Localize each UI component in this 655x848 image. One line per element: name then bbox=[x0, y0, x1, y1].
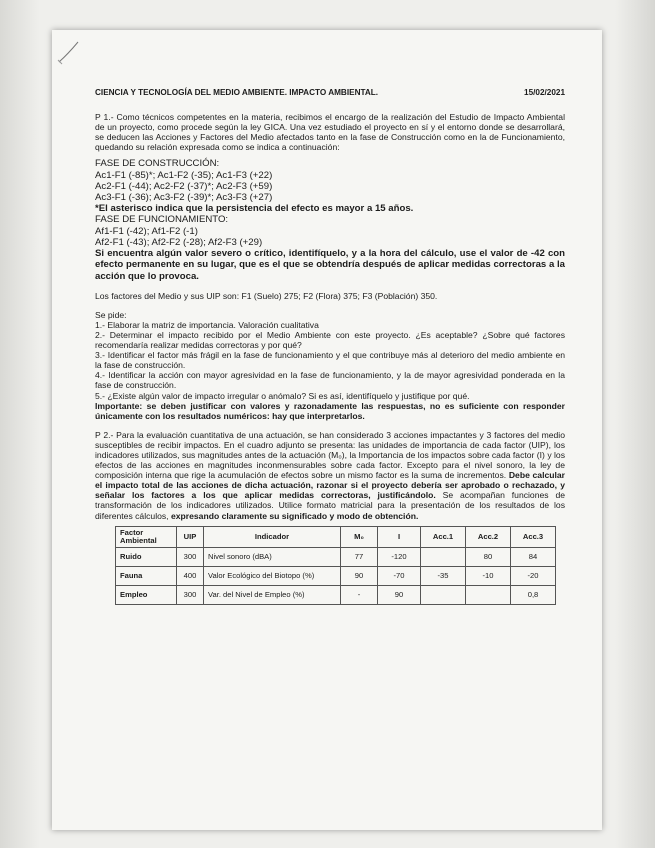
question-1: 1.- Elaborar la matriz de importancia. Valoración cualitativa bbox=[95, 319, 319, 330]
table-row bbox=[116, 547, 556, 566]
funcionamiento-line-1: Af1-F1 (-42); Af1-F2 (-1) bbox=[95, 225, 198, 237]
cell-indicador: Valor Ecológico del Biotopo (%) bbox=[204, 566, 341, 585]
cell-uip: 300 bbox=[177, 547, 204, 566]
table-header-row bbox=[116, 526, 556, 547]
table-row bbox=[116, 566, 556, 585]
document-title: CIENCIA Y TECNOLOGÍA DEL MEDIO AMBIENTE. IMPACTO AMBIENTAL. bbox=[95, 88, 379, 97]
p2-text-b: Debe calcular el impacto total de las acciones de dicha actuación, razonar si el proyecto debería ser aprobado o rechazado, y señalar los factores a los que aplicar medidas correctoras, justificándolo. bbox=[95, 470, 566, 501]
question-3: 3.- Identificar el factor más frágil en la fase de funcionamiento y el que contribuye más al deterioro del medio ambiente en la fase de construcción. bbox=[95, 350, 565, 371]
cell-m0: - bbox=[341, 585, 378, 604]
header-acc2: Acc.2 bbox=[466, 526, 511, 547]
asterisk-note: *El asterisco indica que la persistencia del efecto es mayor a 15 años. bbox=[95, 203, 414, 215]
header-factor: Factor Ambiental bbox=[116, 526, 177, 547]
cell-m0: 77 bbox=[341, 547, 378, 566]
header-uip: UIP bbox=[177, 526, 204, 547]
corner-pencil-mark bbox=[56, 36, 86, 66]
cell-acc1 bbox=[421, 547, 466, 566]
cell-i: 90 bbox=[378, 585, 421, 604]
question-5: 5.- ¿Existe algún valor de impacto irregular o anómalo? Si es así, identifíquelo y justifique por qué. bbox=[95, 390, 470, 401]
cell-uip: 300 bbox=[177, 585, 204, 604]
p2-text-c: Se acompañan funciones de transformación de los indicadores utilizados. Utilice formato matricial para la presentación de los resultados de los diferentes cálculos, bbox=[95, 490, 565, 521]
construccion-line-1: Ac1-F1 (-85)*; Ac1-F2 (-35); Ac1-F3 (+22) bbox=[95, 169, 273, 181]
importante-note: Importante: se deben justificar con valores y razonadamente las respuestas, no es suficiente con responder únicamente con los resultados numéricos: hay que interpretarlos. bbox=[95, 400, 565, 421]
question-2: 2.- Determinar el impacto recibido por el Medio Ambiente con este proyecto. ¿Es aceptable? ¿Sobre qué factores recomendaría realizar medidas correctoras y por qué? bbox=[95, 329, 565, 351]
cell-acc1 bbox=[421, 585, 466, 604]
construccion-line-2: Ac2-F1 (-44); Ac2-F2 (-37)*; Ac2-F3 (+59) bbox=[95, 180, 273, 192]
cell-i: -70 bbox=[378, 566, 421, 585]
question-4: 4.- Identificar la acción con mayor agresividad en la fase de funcionamiento, y la de mayor agresividad ponderada en la fase de construcción. bbox=[95, 370, 565, 391]
se-pide: Se pide: bbox=[95, 309, 127, 320]
funcionamiento-line-2: Af2-F1 (-43); Af2-F2 (-28); Af2-F3 (+29) bbox=[95, 236, 263, 248]
fase-construccion-block bbox=[95, 158, 565, 281]
fase-funcionamiento-title: FASE DE FUNCIONAMIENTO: bbox=[95, 214, 229, 226]
cell-acc1: -35 bbox=[421, 566, 466, 585]
table-row bbox=[116, 585, 556, 604]
p2-text-a: P 2.- Para la evaluación cuantitativa de una actuación, se han considerado 3 acciones impactantes y 3 factores del medio susceptibles de recibir impactos. En el cuadro adjunto se presenta: las unidades de importancia de cada factor (UIP), los indicadores utilizados, sus magnitudes antes de la actuación (M₀), la Importancia de los impactos sobre cada factor (I) y los efectos de las acciones en magnitudes inconmensurables sobre cada factor. Excepto para el nivel sonoro, la ley de composición interna que rige la acumulación de efectos sobre un mismo factor es la suma de incrementos. bbox=[95, 429, 565, 481]
header-i: I bbox=[378, 526, 421, 547]
cell-uip: 400 bbox=[177, 566, 204, 585]
cell-acc2 bbox=[466, 585, 511, 604]
fase-construccion-title: FASE DE CONSTRUCCIÓN: bbox=[95, 158, 220, 170]
construccion-line-3: Ac3-F1 (-36); Ac3-F2 (-39)*; Ac3-F3 (+27) bbox=[95, 192, 273, 204]
document-body bbox=[95, 88, 565, 605]
cell-factor: Ruido bbox=[116, 547, 177, 566]
cell-acc2: 80 bbox=[466, 547, 511, 566]
cell-indicador: Var. del Nivel de Empleo (%) bbox=[204, 585, 341, 604]
cell-acc3: 0,8 bbox=[511, 585, 556, 604]
cell-indicador: Nivel sonoro (dBA) bbox=[204, 547, 341, 566]
paper-sheet bbox=[52, 30, 602, 830]
cell-factor: Empleo bbox=[116, 585, 177, 604]
header-acc3: Acc.3 bbox=[511, 526, 556, 547]
p1-intro: P 1.- Como técnicos competentes en la materia, recibimos el encargo de la realización del Estudio de Impacto Ambiental de un proyecto, como procede según la ley GICA. Una vez estudiado el proyecto en sí y el entorno donde se desarrollará, se deducen las Acciones y Factores del Medio afectados tanto en la fase de Construcción como en la de Funcionamiento, quedando su relación expresada como se indica a continuación: bbox=[95, 112, 565, 153]
p2-text-d: expresando claramente su significado y modo de obtención. bbox=[170, 510, 419, 521]
header-acc1: Acc.1 bbox=[421, 526, 466, 547]
cell-acc3: 84 bbox=[511, 547, 556, 566]
header-m0: M₀ bbox=[341, 526, 378, 547]
severe-value-note: Si encuentra algún valor severo o crítico, identifíquelo, y a la hora del cálculo, use el valor de -42 con efecto permanente en su lugar, que es el que se obtendría después de aplicar medidas correctoras a la acción que lo provoca. bbox=[95, 248, 565, 282]
impact-table bbox=[115, 526, 556, 605]
cell-m0: 90 bbox=[341, 566, 378, 585]
header-indicador: Indicador bbox=[204, 526, 341, 547]
cell-acc3: -20 bbox=[511, 566, 556, 585]
p2-paragraph bbox=[95, 430, 565, 521]
cell-acc2: -10 bbox=[466, 566, 511, 585]
document-date: 15/02/2021 bbox=[524, 88, 565, 97]
document-header bbox=[95, 88, 565, 98]
cell-factor: Fauna bbox=[116, 566, 177, 585]
cell-i: -120 bbox=[378, 547, 421, 566]
factores-uip: Los factores del Medio y sus UIP son: F1 (Suelo) 275; F2 (Flora) 375; F3 (Población) 350. bbox=[95, 290, 438, 301]
